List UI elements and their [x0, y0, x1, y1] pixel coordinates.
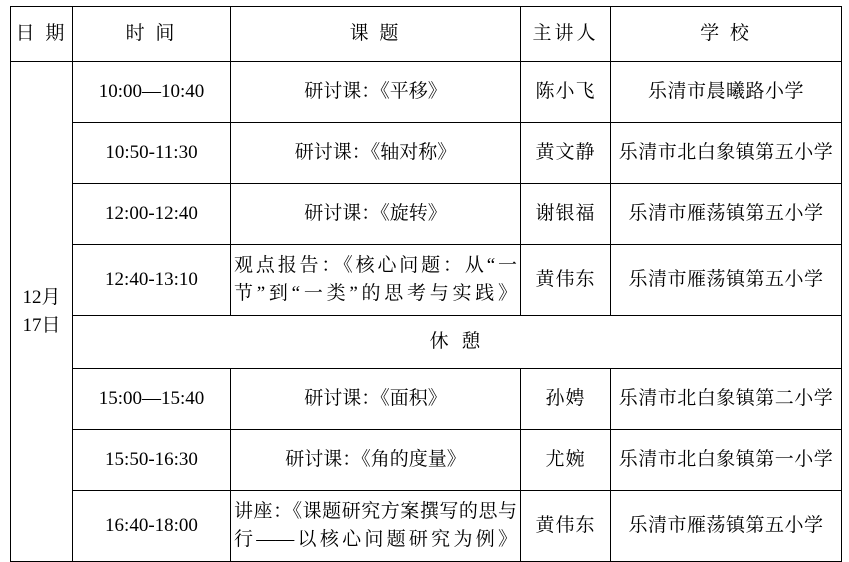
- topic-cell: 研讨课：《角的度量》: [231, 430, 521, 491]
- speaker-cell: 黄伟东: [521, 491, 611, 562]
- topic-cell: 研讨课：《旋转》: [231, 184, 521, 245]
- schedule-table: [10, 6, 842, 562]
- topic-cell: 研讨课：《平移》: [231, 62, 521, 123]
- school-cell: 乐清市北白象镇第二小学: [611, 369, 842, 430]
- speaker-cell: 谢银福: [521, 184, 611, 245]
- school-cell: 乐清市雁荡镇第五小学: [611, 184, 842, 245]
- column-header-date: 日 期: [11, 7, 73, 62]
- speaker-cell: 黄伟东: [521, 245, 611, 316]
- time-cell: 16:40-18:00: [73, 491, 231, 562]
- time-cell: 10:50-11:30: [73, 123, 231, 184]
- speaker-cell: 尤婉: [521, 430, 611, 491]
- table-header-row: [11, 7, 842, 62]
- time-cell: 12:40-13:10: [73, 245, 231, 316]
- topic-cell: 讲座：《课题研究方案撰写的思与行——以核心问题研究为例》: [231, 491, 521, 562]
- break-label: 休 憩: [73, 316, 842, 369]
- time-cell: 12:00-12:40: [73, 184, 231, 245]
- break-row: [11, 316, 842, 369]
- school-cell: 乐清市北白象镇第五小学: [611, 123, 842, 184]
- time-cell: 10:00—10:40: [73, 62, 231, 123]
- time-cell: 15:00—15:40: [73, 369, 231, 430]
- column-header-speaker: 主讲人: [521, 7, 611, 62]
- table-row: [11, 123, 842, 184]
- speaker-cell: 黄文静: [521, 123, 611, 184]
- topic-cell: 观点报告：《核心问题：从“一节”到“一类”的思考与实践》: [231, 245, 521, 316]
- speaker-cell: 陈小飞: [521, 62, 611, 123]
- school-cell: 乐清市北白象镇第一小学: [611, 430, 842, 491]
- school-cell: 乐清市雁荡镇第五小学: [611, 491, 842, 562]
- table-row: [11, 430, 842, 491]
- column-header-topic: 课 题: [231, 7, 521, 62]
- table-row: [11, 491, 842, 562]
- table-row: [11, 62, 842, 123]
- table-row: [11, 369, 842, 430]
- table-row: [11, 184, 842, 245]
- school-cell: 乐清市雁荡镇第五小学: [611, 245, 842, 316]
- column-header-time: 时 间: [73, 7, 231, 62]
- topic-cell: 研讨课：《轴对称》: [231, 123, 521, 184]
- topic-cell: 研讨课：《面积》: [231, 369, 521, 430]
- school-cell: 乐清市晨曦路小学: [611, 62, 842, 123]
- column-header-school: 学 校: [611, 7, 842, 62]
- table-row: [11, 245, 842, 316]
- time-cell: 15:50-16:30: [73, 430, 231, 491]
- date-cell: 12月 17日: [11, 62, 73, 562]
- speaker-cell: 孙娉: [521, 369, 611, 430]
